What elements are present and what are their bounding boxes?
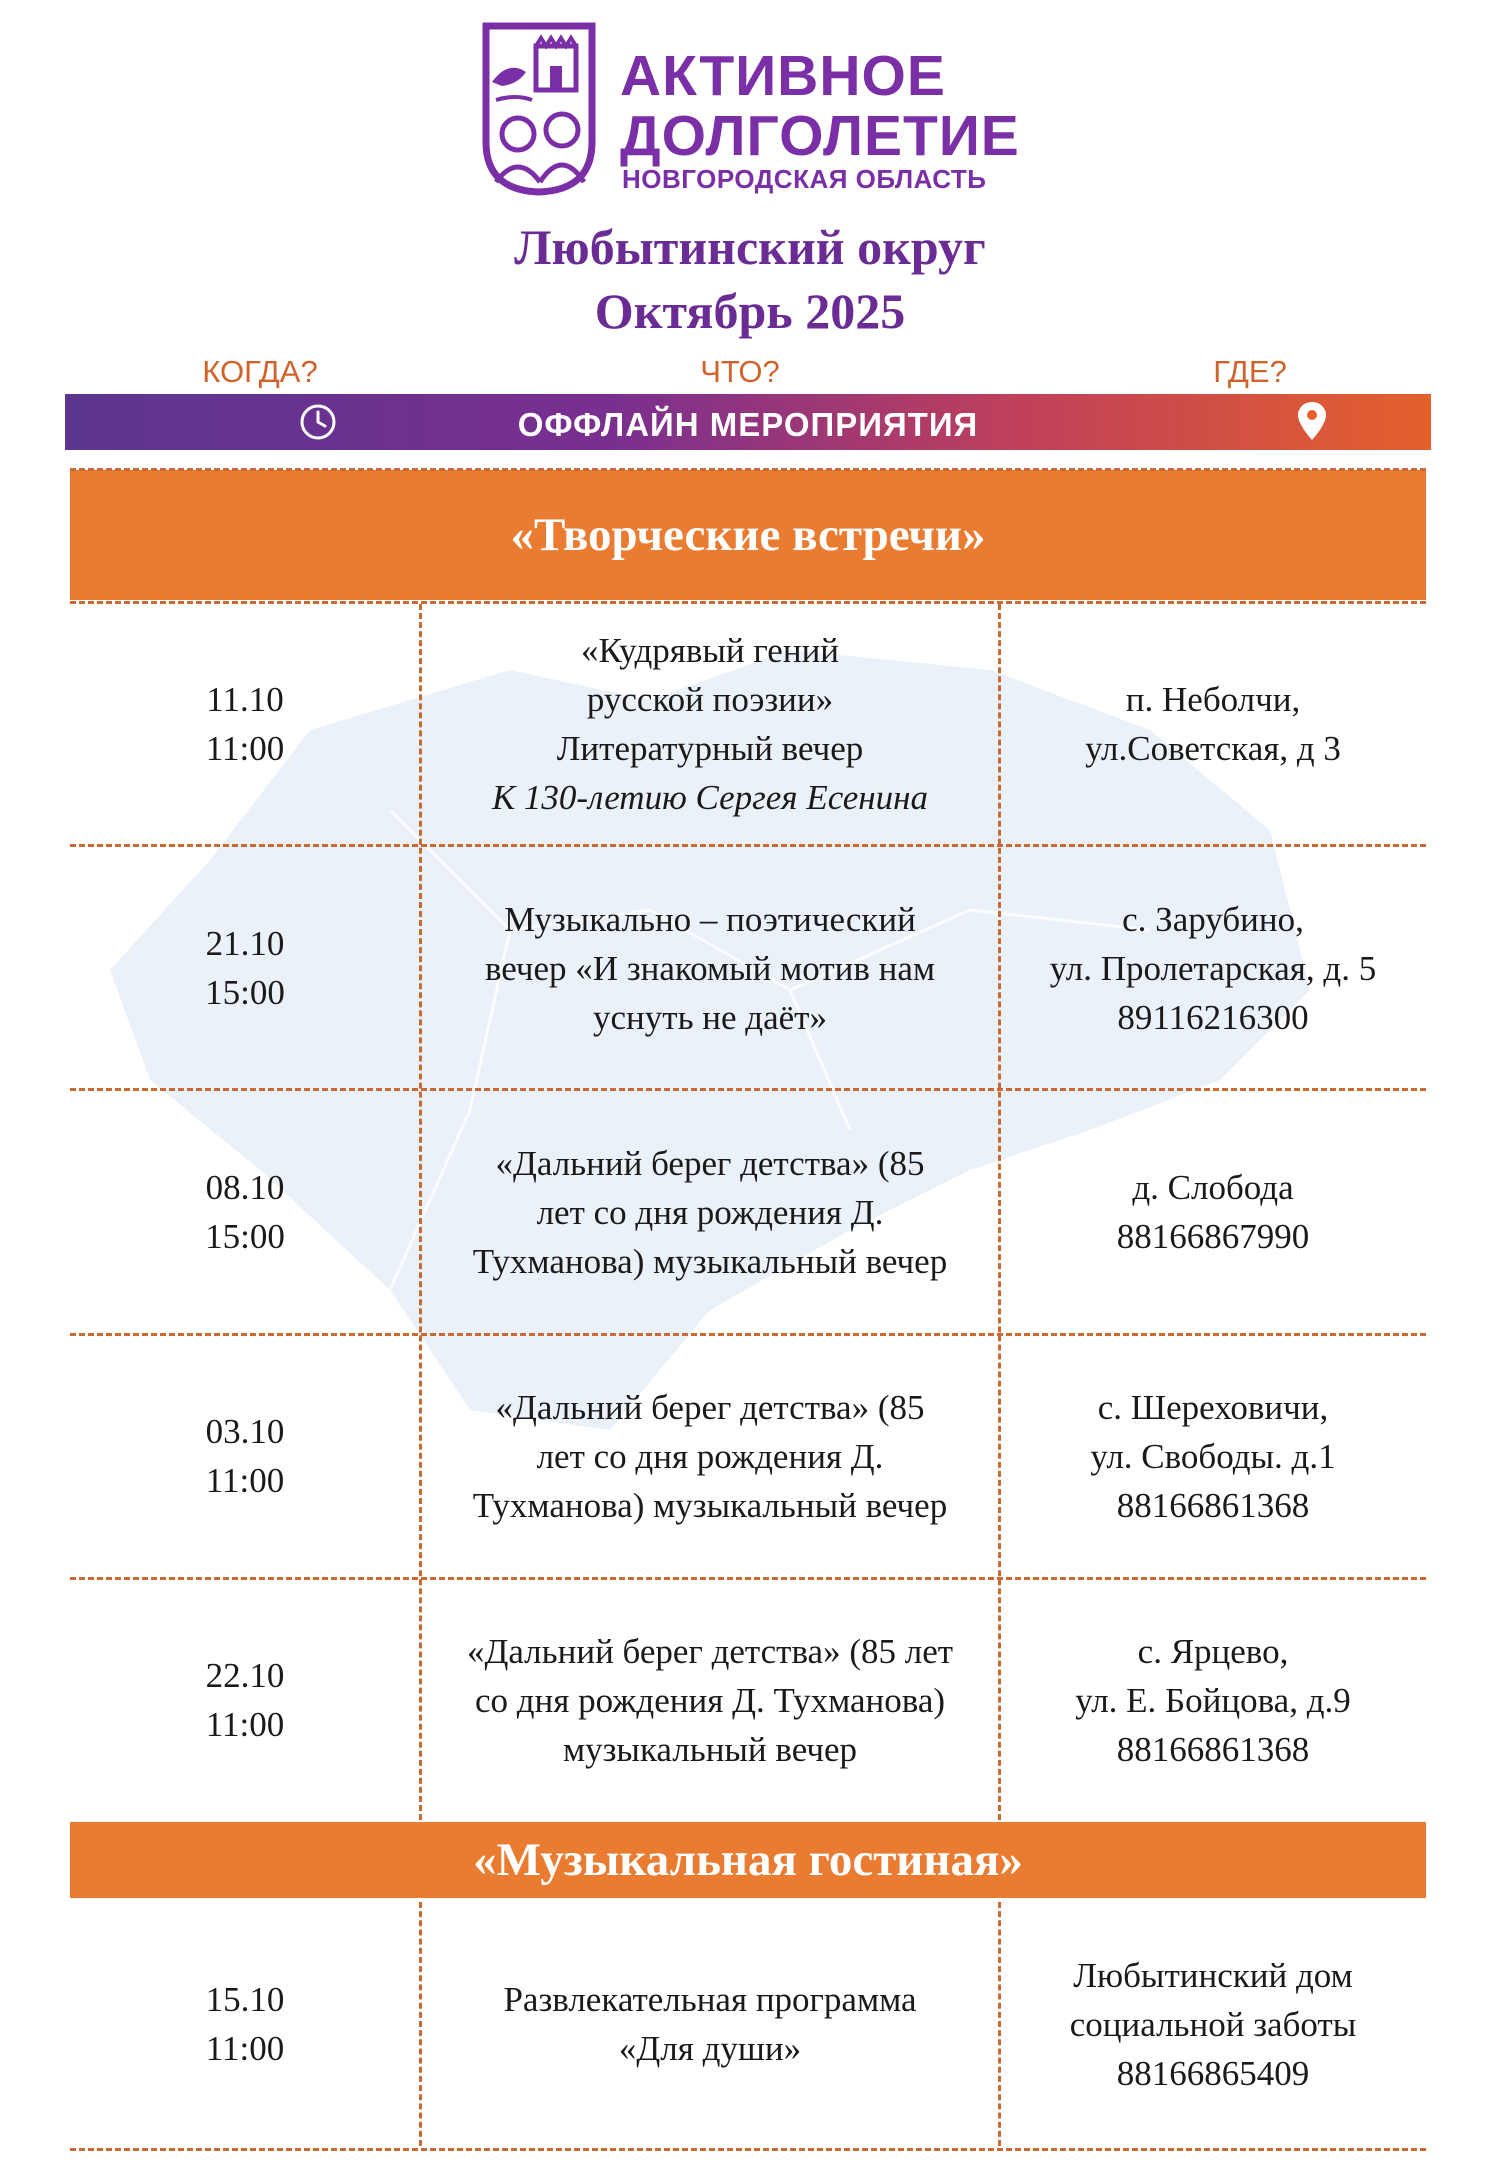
table-row-what: «Дальний берег детства» (85 лет со дня рождения Д. Тухманова) музыкальный вечер	[472, 1143, 948, 1281]
logo-text-line2: ДОЛГОЛЕТИЕ	[620, 104, 1020, 168]
table-row-when: 03.10 11:00	[205, 1412, 285, 1500]
divider	[70, 468, 1426, 471]
table-row-what: Музыкально – поэтический вечер «И знакомый мотив нам уснуть не даёт»	[484, 899, 936, 1037]
table-row-where: с. Ярцево, ул. Е. Бойцова, д.9 88166861368	[1075, 1631, 1351, 1769]
table-row-where: д. Слобода 88166867990	[1116, 1168, 1310, 1256]
divider	[70, 844, 1426, 847]
section-header: «Музыкальная гостиная»	[70, 1822, 1426, 1898]
table-row-where: п. Неболчи, ул.Советская, д 3	[1085, 680, 1341, 768]
column-when: КОГДА?	[202, 354, 318, 389]
logo-text-line1: АКТИВНОЕ	[620, 44, 946, 108]
column-divider	[998, 1902, 1001, 2146]
table-row-what: Развлекательная программа «Для души»	[503, 1980, 917, 2068]
table-row-when: 11.10 11:00	[205, 680, 285, 768]
table-row-where: с. Зарубино, ул. Пролетарская, д. 5 89116216300	[1049, 899, 1377, 1037]
location-pin-icon	[1295, 400, 1329, 442]
column-divider	[419, 1902, 422, 2146]
divider	[70, 601, 1426, 604]
divider	[70, 1333, 1426, 1336]
offline-events-banner	[65, 394, 1431, 450]
divider	[70, 1577, 1426, 1580]
banner-label: ОФФЛАЙН МЕРОПРИЯТИЯ	[517, 406, 979, 443]
logo-emblem	[478, 22, 600, 196]
table-row-where: с. Шереховичи, ул. Свободы. д.1 88166861368	[1090, 1387, 1336, 1525]
table-row-what: «Дальний берег детства» (85 лет со дня рождения Д. Тухманова) музыкальный вечер	[466, 1631, 954, 1769]
table-row-what: «Кудрявый гений русской поэзии» Литературный вечер К 130-летию Сергея Есенина	[491, 631, 929, 817]
divider	[70, 2148, 1426, 2151]
column-divider	[419, 604, 422, 1820]
table-row-when: 15.10 11:00	[205, 1980, 285, 2068]
logo-text-region: НОВГОРОДСКАЯ ОБЛАСТЬ	[622, 164, 987, 194]
table-row-where: Любытинский дом социальной заботы 88166865409	[1069, 1955, 1357, 2093]
section-header: «Творческие встречи»	[70, 470, 1426, 600]
column-divider	[998, 604, 1001, 1820]
column-what: ЧТО?	[700, 354, 780, 389]
divider	[70, 1088, 1426, 1091]
table-row-what: «Дальний берег детства» (85 лет со дня рождения Д. Тухманова) музыкальный вечер	[472, 1387, 948, 1525]
page-title: Любытинский округ	[514, 219, 986, 275]
table-row-when: 21.10 15:00	[205, 924, 285, 1012]
page-subtitle: Октябрь 2025	[594, 283, 906, 339]
column-where: ГДЕ?	[1213, 354, 1287, 389]
table-row-when: 22.10 11:00	[205, 1656, 285, 1744]
table-row-when: 08.10 15:00	[205, 1168, 285, 1256]
